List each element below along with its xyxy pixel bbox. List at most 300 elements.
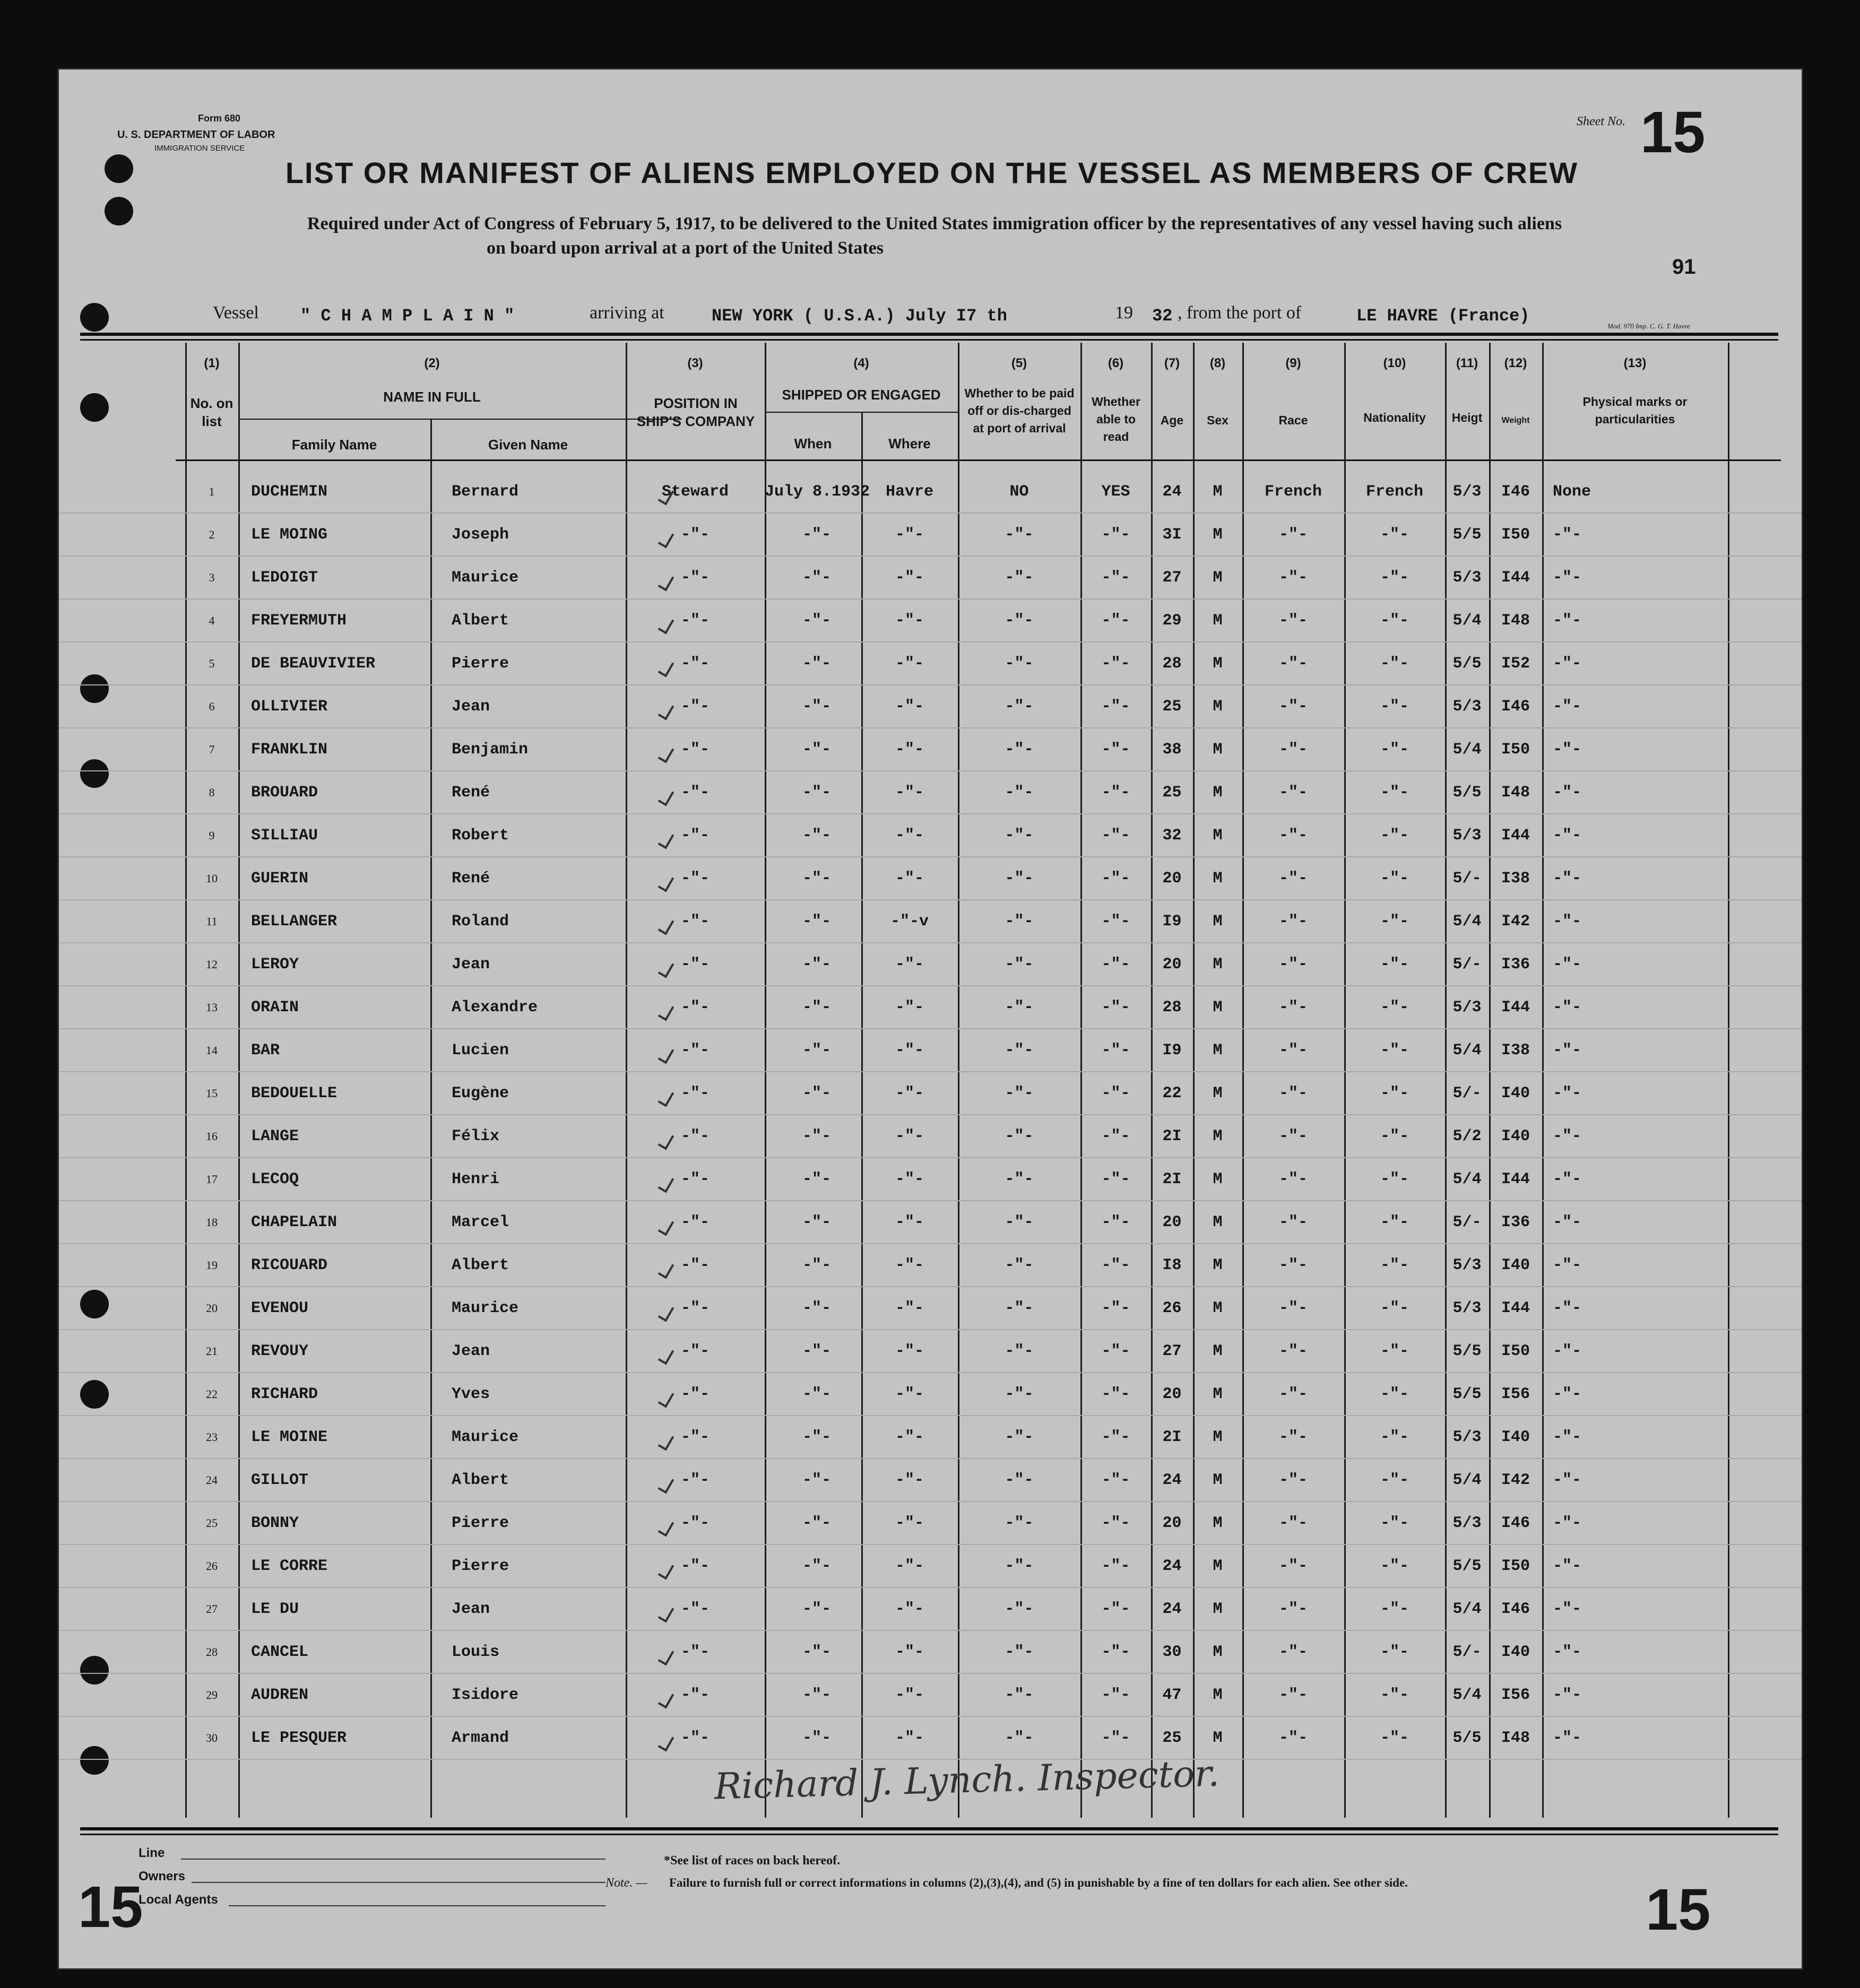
- manifest-page: [57, 68, 1803, 1970]
- column-number: (2): [424, 356, 440, 370]
- row-rule: [59, 1243, 1803, 1244]
- cell-weight: I48: [1501, 1729, 1530, 1747]
- cell-weight: I48: [1501, 612, 1530, 630]
- cell-paid-off: -"-: [1005, 999, 1034, 1017]
- cell-paid-off: -"-: [1005, 1643, 1034, 1661]
- row-rule: [59, 727, 1803, 728]
- cell-race: -"-: [1278, 1170, 1308, 1188]
- cell-race: -"-: [1278, 1256, 1308, 1274]
- column-number: (7): [1164, 356, 1180, 370]
- column-divider: [430, 419, 432, 1818]
- cell-given-name: Pierre: [452, 1557, 509, 1575]
- cell-weight: I40: [1501, 1643, 1530, 1661]
- cell-physical-marks: -"-: [1553, 1729, 1582, 1747]
- cell-physical-marks: -"-: [1553, 1514, 1582, 1532]
- line-label: Line: [139, 1846, 165, 1860]
- cell-height: 5/-: [1452, 1084, 1482, 1102]
- cell-height: 5/3: [1452, 1428, 1482, 1446]
- cell-family-name: LE MOING: [251, 526, 328, 544]
- cell-shipped-where: -"-: [895, 1170, 924, 1188]
- cell-weight: I50: [1501, 741, 1530, 759]
- cell-sex: M: [1213, 569, 1223, 587]
- checkmark-icon: [661, 471, 682, 504]
- cell-height: 5/3: [1452, 1514, 1482, 1532]
- cell-paid-off: -"-: [1005, 913, 1034, 931]
- cell-nationality: -"-: [1380, 1471, 1409, 1489]
- row-rule: [59, 1286, 1803, 1287]
- cell-position: -"-: [680, 1299, 710, 1317]
- cell-height: 5/-: [1452, 956, 1482, 974]
- local-agents-label: Local Agents: [139, 1892, 218, 1907]
- cell-given-name: Eugène: [452, 1084, 509, 1102]
- cell-able-to-read: -"-: [1101, 1686, 1130, 1704]
- cell-given-name: Henri: [452, 1170, 500, 1188]
- row-rule: [59, 641, 1803, 643]
- cell-paid-off: -"-: [1005, 526, 1034, 544]
- cell-shipped-when: -"-: [802, 1084, 831, 1102]
- row-rule: [59, 1759, 1803, 1760]
- cell-position: -"-: [680, 1213, 710, 1231]
- cell-given-name: Maurice: [452, 1299, 519, 1317]
- owners-label: Owners: [139, 1869, 186, 1883]
- cell-age: 3I: [1162, 526, 1182, 544]
- cell-age: 30: [1162, 1643, 1182, 1661]
- cell-sex: M: [1213, 1557, 1223, 1575]
- cell-given-name: Alexandre: [452, 999, 538, 1017]
- cell-position: -"-: [680, 1127, 710, 1145]
- cell-paid-off: -"-: [1005, 1342, 1034, 1360]
- checkmark-icon: [661, 1030, 682, 1063]
- cell-physical-marks: -"-: [1553, 612, 1582, 630]
- cell-paid-off: NO: [1009, 483, 1029, 501]
- cell-row-number: 3: [209, 571, 215, 584]
- cell-shipped-when: -"-: [802, 1213, 831, 1231]
- cell-age: 20: [1162, 1514, 1182, 1532]
- cell-age: 27: [1162, 569, 1182, 587]
- checkmark-icon: [661, 686, 682, 719]
- cell-race: -"-: [1278, 1041, 1308, 1060]
- cell-weight: I38: [1501, 1041, 1530, 1060]
- cell-row-number: 30: [206, 1731, 218, 1744]
- cell-shipped-where: -"-: [895, 1643, 924, 1661]
- cell-family-name: EVENOU: [251, 1299, 309, 1317]
- punch-hole: [80, 674, 109, 703]
- cell-age: 20: [1162, 1385, 1182, 1403]
- cell-family-name: BONNY: [251, 1514, 299, 1532]
- cell-given-name: Bernard: [452, 483, 519, 501]
- cell-age: I8: [1162, 1256, 1182, 1274]
- cell-shipped-when: -"-: [802, 827, 831, 845]
- cell-age: 20: [1162, 1213, 1182, 1231]
- header-position: POSITION IN SHIP'S COMPANY: [636, 395, 755, 429]
- cell-row-number: 20: [206, 1301, 218, 1315]
- cell-sex: M: [1213, 870, 1223, 888]
- cell-shipped-when: -"-: [802, 1170, 831, 1188]
- checkmark-icon: [661, 1546, 682, 1578]
- cell-age: 25: [1162, 784, 1182, 802]
- cell-shipped-when: -"-: [802, 1471, 831, 1489]
- cell-weight: I40: [1501, 1127, 1530, 1145]
- cell-shipped-where: -"-: [895, 1557, 924, 1575]
- arriving-label: arriving at: [590, 303, 664, 323]
- cell-able-to-read: -"-: [1101, 1514, 1130, 1532]
- cell-race: -"-: [1278, 1729, 1308, 1747]
- cell-row-number: 25: [206, 1516, 218, 1530]
- cell-physical-marks: -"-: [1553, 956, 1582, 974]
- cell-physical-marks: -"-: [1553, 526, 1582, 544]
- cell-row-number: 2: [209, 528, 215, 541]
- cell-race: -"-: [1278, 913, 1308, 931]
- cell-family-name: FREYERMUTH: [251, 612, 347, 630]
- column-divider: [1489, 343, 1491, 1818]
- punch-hole: [80, 1290, 109, 1318]
- column-number: (12): [1504, 356, 1527, 370]
- row-rule: [59, 1028, 1803, 1029]
- cell-position: -"-: [680, 1041, 710, 1060]
- cell-sex: M: [1213, 1342, 1223, 1360]
- cell-physical-marks: -"-: [1553, 1643, 1582, 1661]
- cell-row-number: 27: [206, 1602, 218, 1616]
- cell-nationality: -"-: [1380, 741, 1409, 759]
- row-rule: [59, 1630, 1803, 1631]
- vessel-label: Vessel: [213, 303, 259, 323]
- cell-able-to-read: -"-: [1101, 784, 1130, 802]
- cell-race: -"-: [1278, 1428, 1308, 1446]
- cell-nationality: -"-: [1380, 1127, 1409, 1145]
- cell-weight: I40: [1501, 1256, 1530, 1274]
- from-port: LE HAVRE (France): [1356, 306, 1530, 326]
- punch-hole: [80, 303, 109, 332]
- cell-race: -"-: [1278, 827, 1308, 845]
- column-number: (13): [1623, 356, 1647, 370]
- cell-shipped-where: -"-: [895, 1084, 924, 1102]
- cell-row-number: 17: [206, 1173, 218, 1186]
- cell-weight: I40: [1501, 1084, 1530, 1102]
- cell-family-name: LE CORRE: [251, 1557, 328, 1575]
- cell-paid-off: -"-: [1005, 1127, 1034, 1145]
- cell-shipped-where: -"-: [895, 784, 924, 802]
- cell-row-number: 22: [206, 1387, 218, 1401]
- row-rule: [59, 1200, 1803, 1201]
- cell-paid-off: -"-: [1005, 1385, 1034, 1403]
- cell-physical-marks: -"-: [1553, 1170, 1582, 1188]
- cell-sex: M: [1213, 1471, 1223, 1489]
- form-number: Form 680: [198, 113, 241, 124]
- stamp-left: 15: [78, 1874, 143, 1940]
- cell-position: -"-: [680, 1428, 710, 1446]
- cell-paid-off: -"-: [1005, 1557, 1034, 1575]
- cell-weight: I36: [1501, 956, 1530, 974]
- cell-physical-marks: -"-: [1553, 1256, 1582, 1274]
- cell-shipped-where: -"-: [895, 1385, 924, 1403]
- cell-height: 5/4: [1452, 1686, 1482, 1704]
- cell-weight: I46: [1501, 1514, 1530, 1532]
- cell-row-number: 7: [209, 743, 215, 756]
- cell-position: -"-: [680, 1342, 710, 1360]
- cell-position: -"-: [680, 827, 710, 845]
- cell-given-name: Jean: [452, 1600, 490, 1618]
- cell-given-name: Louis: [452, 1643, 500, 1661]
- cell-sex: M: [1213, 1299, 1223, 1317]
- cell-able-to-read: -"-: [1101, 1170, 1130, 1188]
- cell-height: 5/5: [1452, 1342, 1482, 1360]
- column-divider: [1344, 343, 1346, 1818]
- cell-shipped-when: -"-: [802, 698, 831, 716]
- cell-shipped-when: -"-: [802, 1428, 831, 1446]
- cell-family-name: FRANKLIN: [251, 741, 328, 759]
- cell-row-number: 9: [209, 829, 215, 842]
- cell-paid-off: -"-: [1005, 1600, 1034, 1618]
- header-family-name: Family Name: [291, 437, 377, 453]
- cell-family-name: AUDREN: [251, 1686, 309, 1704]
- punch-hole: [80, 1656, 109, 1685]
- cell-position: -"-: [680, 526, 710, 544]
- header-where: Where: [888, 436, 931, 452]
- cell-height: 5/3: [1452, 827, 1482, 845]
- cell-nationality: -"-: [1380, 956, 1409, 974]
- cell-race: -"-: [1278, 1514, 1308, 1532]
- cell-physical-marks: None: [1553, 483, 1591, 501]
- cell-shipped-when: -"-: [802, 1342, 831, 1360]
- cell-shipped-where: -"-: [895, 1514, 924, 1532]
- column-number: (9): [1285, 356, 1301, 370]
- cell-row-number: 21: [206, 1344, 218, 1358]
- cell-sex: M: [1213, 1643, 1223, 1661]
- cell-race: -"-: [1278, 1600, 1308, 1618]
- cell-shipped-when: -"-: [802, 999, 831, 1017]
- cell-row-number: 8: [209, 786, 215, 799]
- cell-race: -"-: [1278, 870, 1308, 888]
- cell-age: 26: [1162, 1299, 1182, 1317]
- cell-family-name: BAR: [251, 1041, 280, 1060]
- service-name: IMMIGRATION SERVICE: [154, 144, 245, 153]
- cell-shipped-when: -"-: [802, 569, 831, 587]
- cell-position: -"-: [680, 569, 710, 587]
- cell-age: 24: [1162, 1600, 1182, 1618]
- cell-able-to-read: -"-: [1101, 526, 1130, 544]
- cell-sex: M: [1213, 1084, 1223, 1102]
- cell-given-name: Benjamin: [452, 741, 529, 759]
- cell-height: 5/3: [1452, 698, 1482, 716]
- checkmark-icon: [661, 1374, 682, 1407]
- cell-race: -"-: [1278, 526, 1308, 544]
- row-rule: [59, 1716, 1803, 1717]
- cell-age: 25: [1162, 1729, 1182, 1747]
- cell-sex: M: [1213, 526, 1223, 544]
- cell-sex: M: [1213, 741, 1223, 759]
- row-rule: [59, 684, 1803, 685]
- cell-paid-off: -"-: [1005, 1299, 1034, 1317]
- row-rule: [59, 1329, 1803, 1330]
- checkmark-icon: [661, 643, 682, 676]
- cell-nationality: French: [1365, 483, 1424, 501]
- cell-nationality: -"-: [1380, 1428, 1409, 1446]
- row-rule: [59, 1458, 1803, 1459]
- cell-weight: I38: [1501, 870, 1530, 888]
- cell-family-name: LEDOIGT: [251, 569, 318, 587]
- header-paid-off: Whether to be paid off or dis-charged at port of arrival: [964, 386, 1075, 435]
- cell-race: -"-: [1278, 956, 1308, 974]
- checkmark-icon: [661, 1631, 682, 1664]
- cell-physical-marks: -"-: [1553, 1471, 1582, 1489]
- cell-race: -"-: [1278, 1471, 1308, 1489]
- cell-nationality: -"-: [1380, 569, 1409, 587]
- cell-physical-marks: -"-: [1553, 1299, 1582, 1317]
- cell-sex: M: [1213, 1213, 1223, 1231]
- header-sex: Sex: [1207, 413, 1229, 427]
- column-divider: [1445, 343, 1447, 1818]
- row-rule: [59, 1372, 1803, 1373]
- cell-nationality: -"-: [1380, 1213, 1409, 1231]
- cell-height: 5/3: [1452, 999, 1482, 1017]
- row-rule: [59, 770, 1803, 771]
- cell-given-name: Jean: [452, 956, 490, 974]
- cell-nationality: -"-: [1380, 1643, 1409, 1661]
- header-shipped-or-engaged: SHIPPED OR ENGAGED: [782, 387, 941, 403]
- cell-row-number: 15: [206, 1087, 218, 1100]
- cell-age: 2I: [1162, 1127, 1182, 1145]
- punch-hole: [80, 1746, 109, 1775]
- cell-shipped-where: -"-: [895, 526, 924, 544]
- cell-sex: M: [1213, 913, 1223, 931]
- cell-height: 5/5: [1452, 526, 1482, 544]
- cell-row-number: 11: [206, 915, 218, 928]
- cell-nationality: -"-: [1380, 1600, 1409, 1618]
- cell-shipped-when: -"-: [802, 1256, 831, 1274]
- cell-height: 5/4: [1452, 1600, 1482, 1618]
- checkmark-icon: [661, 815, 682, 848]
- cell-sex: M: [1213, 1256, 1223, 1274]
- cell-nationality: -"-: [1380, 1299, 1409, 1317]
- cell-position: -"-: [680, 1514, 710, 1532]
- cell-given-name: Isidore: [452, 1686, 519, 1704]
- cell-weight: I56: [1501, 1686, 1530, 1704]
- cell-physical-marks: -"-: [1553, 655, 1582, 673]
- cell-nationality: -"-: [1380, 1686, 1409, 1704]
- cell-shipped-where: -"-: [895, 999, 924, 1017]
- header-race: Race: [1278, 413, 1308, 427]
- cell-given-name: Maurice: [452, 1428, 519, 1446]
- cell-shipped-when: -"-: [802, 1514, 831, 1532]
- cell-race: -"-: [1278, 1299, 1308, 1317]
- cell-weight: I46: [1501, 698, 1530, 716]
- cell-given-name: Félix: [452, 1127, 500, 1145]
- cell-physical-marks: -"-: [1553, 999, 1582, 1017]
- cell-shipped-where: -"-v: [890, 913, 929, 931]
- cell-age: I9: [1162, 913, 1182, 931]
- cell-given-name: René: [452, 870, 490, 888]
- checkmark-icon: [661, 1417, 682, 1449]
- column-divider: [1542, 343, 1544, 1818]
- cell-position: -"-: [680, 1729, 710, 1747]
- cell-weight: I44: [1501, 1299, 1530, 1317]
- cell-paid-off: -"-: [1005, 741, 1034, 759]
- cell-position: -"-: [680, 1471, 710, 1489]
- cell-family-name: LEROY: [251, 956, 299, 974]
- cell-age: 24: [1162, 1471, 1182, 1489]
- cell-physical-marks: -"-: [1553, 698, 1582, 716]
- cell-paid-off: -"-: [1005, 612, 1034, 630]
- cell-race: -"-: [1278, 1084, 1308, 1102]
- cell-paid-off: -"-: [1005, 1428, 1034, 1446]
- cell-able-to-read: -"-: [1101, 1385, 1130, 1403]
- cell-weight: I42: [1501, 1471, 1530, 1489]
- cell-nationality: -"-: [1380, 1084, 1409, 1102]
- column-divider: [1193, 343, 1195, 1818]
- cell-paid-off: -"-: [1005, 1514, 1034, 1532]
- checkmark-icon: [661, 1245, 682, 1278]
- cell-nationality: -"-: [1380, 698, 1409, 716]
- cell-shipped-when: -"-: [802, 526, 831, 544]
- cell-able-to-read: -"-: [1101, 612, 1130, 630]
- cell-able-to-read: -"-: [1101, 1299, 1130, 1317]
- footer-rule: [80, 1834, 1778, 1835]
- cell-shipped-when: -"-: [802, 1643, 831, 1661]
- cell-weight: I52: [1501, 655, 1530, 673]
- cell-family-name: RICOUARD: [251, 1256, 328, 1274]
- cell-able-to-read: -"-: [1101, 1041, 1130, 1060]
- checkmark-icon: [661, 1460, 682, 1492]
- cell-given-name: Albert: [452, 1471, 509, 1489]
- cell-family-name: LECOQ: [251, 1170, 299, 1188]
- cell-physical-marks: -"-: [1553, 1557, 1582, 1575]
- column-number: (8): [1209, 356, 1226, 370]
- cell-race: -"-: [1278, 1342, 1308, 1360]
- column-header-bottom: [176, 459, 1781, 461]
- cell-weight: I42: [1501, 913, 1530, 931]
- cell-shipped-when: July 8.1932: [765, 483, 870, 501]
- cell-race: -"-: [1278, 784, 1308, 802]
- cell-paid-off: -"-: [1005, 1041, 1034, 1060]
- cell-shipped-where: -"-: [895, 1729, 924, 1747]
- cell-age: I9: [1162, 1041, 1182, 1060]
- column-divider: [1728, 343, 1729, 1818]
- checkmark-icon: [661, 557, 682, 590]
- cell-able-to-read: -"-: [1101, 1213, 1130, 1231]
- cell-age: 2I: [1162, 1170, 1182, 1188]
- header-weight: Weight: [1501, 416, 1530, 425]
- cell-height: 5/-: [1452, 870, 1482, 888]
- cell-row-number: 19: [206, 1258, 218, 1272]
- cell-given-name: Marcel: [452, 1213, 509, 1231]
- from-port-label: , from the port of: [1178, 303, 1302, 323]
- cell-able-to-read: -"-: [1101, 1127, 1130, 1145]
- cell-row-number: 29: [206, 1688, 218, 1701]
- cell-age: 27: [1162, 1342, 1182, 1360]
- vessel-name: " C H A M P L A I N ": [300, 306, 515, 326]
- cell-given-name: Maurice: [452, 569, 519, 587]
- cell-height: 5/5: [1452, 655, 1482, 673]
- cell-weight: I48: [1501, 784, 1530, 802]
- checkmark-icon: [661, 1288, 682, 1321]
- cell-physical-marks: -"-: [1553, 1600, 1582, 1618]
- cell-shipped-when: -"-: [802, 612, 831, 630]
- cell-height: 5/5: [1452, 1557, 1482, 1575]
- cell-given-name: Jean: [452, 698, 490, 716]
- cell-position: -"-: [680, 999, 710, 1017]
- cell-sex: M: [1213, 1385, 1223, 1403]
- cell-family-name: CHAPELAIN: [251, 1213, 338, 1231]
- cell-shipped-where: -"-: [895, 1213, 924, 1231]
- cell-shipped-where: -"-: [895, 612, 924, 630]
- column-divider: [1242, 343, 1244, 1818]
- cell-nationality: -"-: [1380, 1729, 1409, 1747]
- cell-nationality: -"-: [1380, 1342, 1409, 1360]
- cell-age: 22: [1162, 1084, 1182, 1102]
- row-rule: [59, 1587, 1803, 1588]
- cell-shipped-where: -"-: [895, 1428, 924, 1446]
- cell-able-to-read: -"-: [1101, 741, 1130, 759]
